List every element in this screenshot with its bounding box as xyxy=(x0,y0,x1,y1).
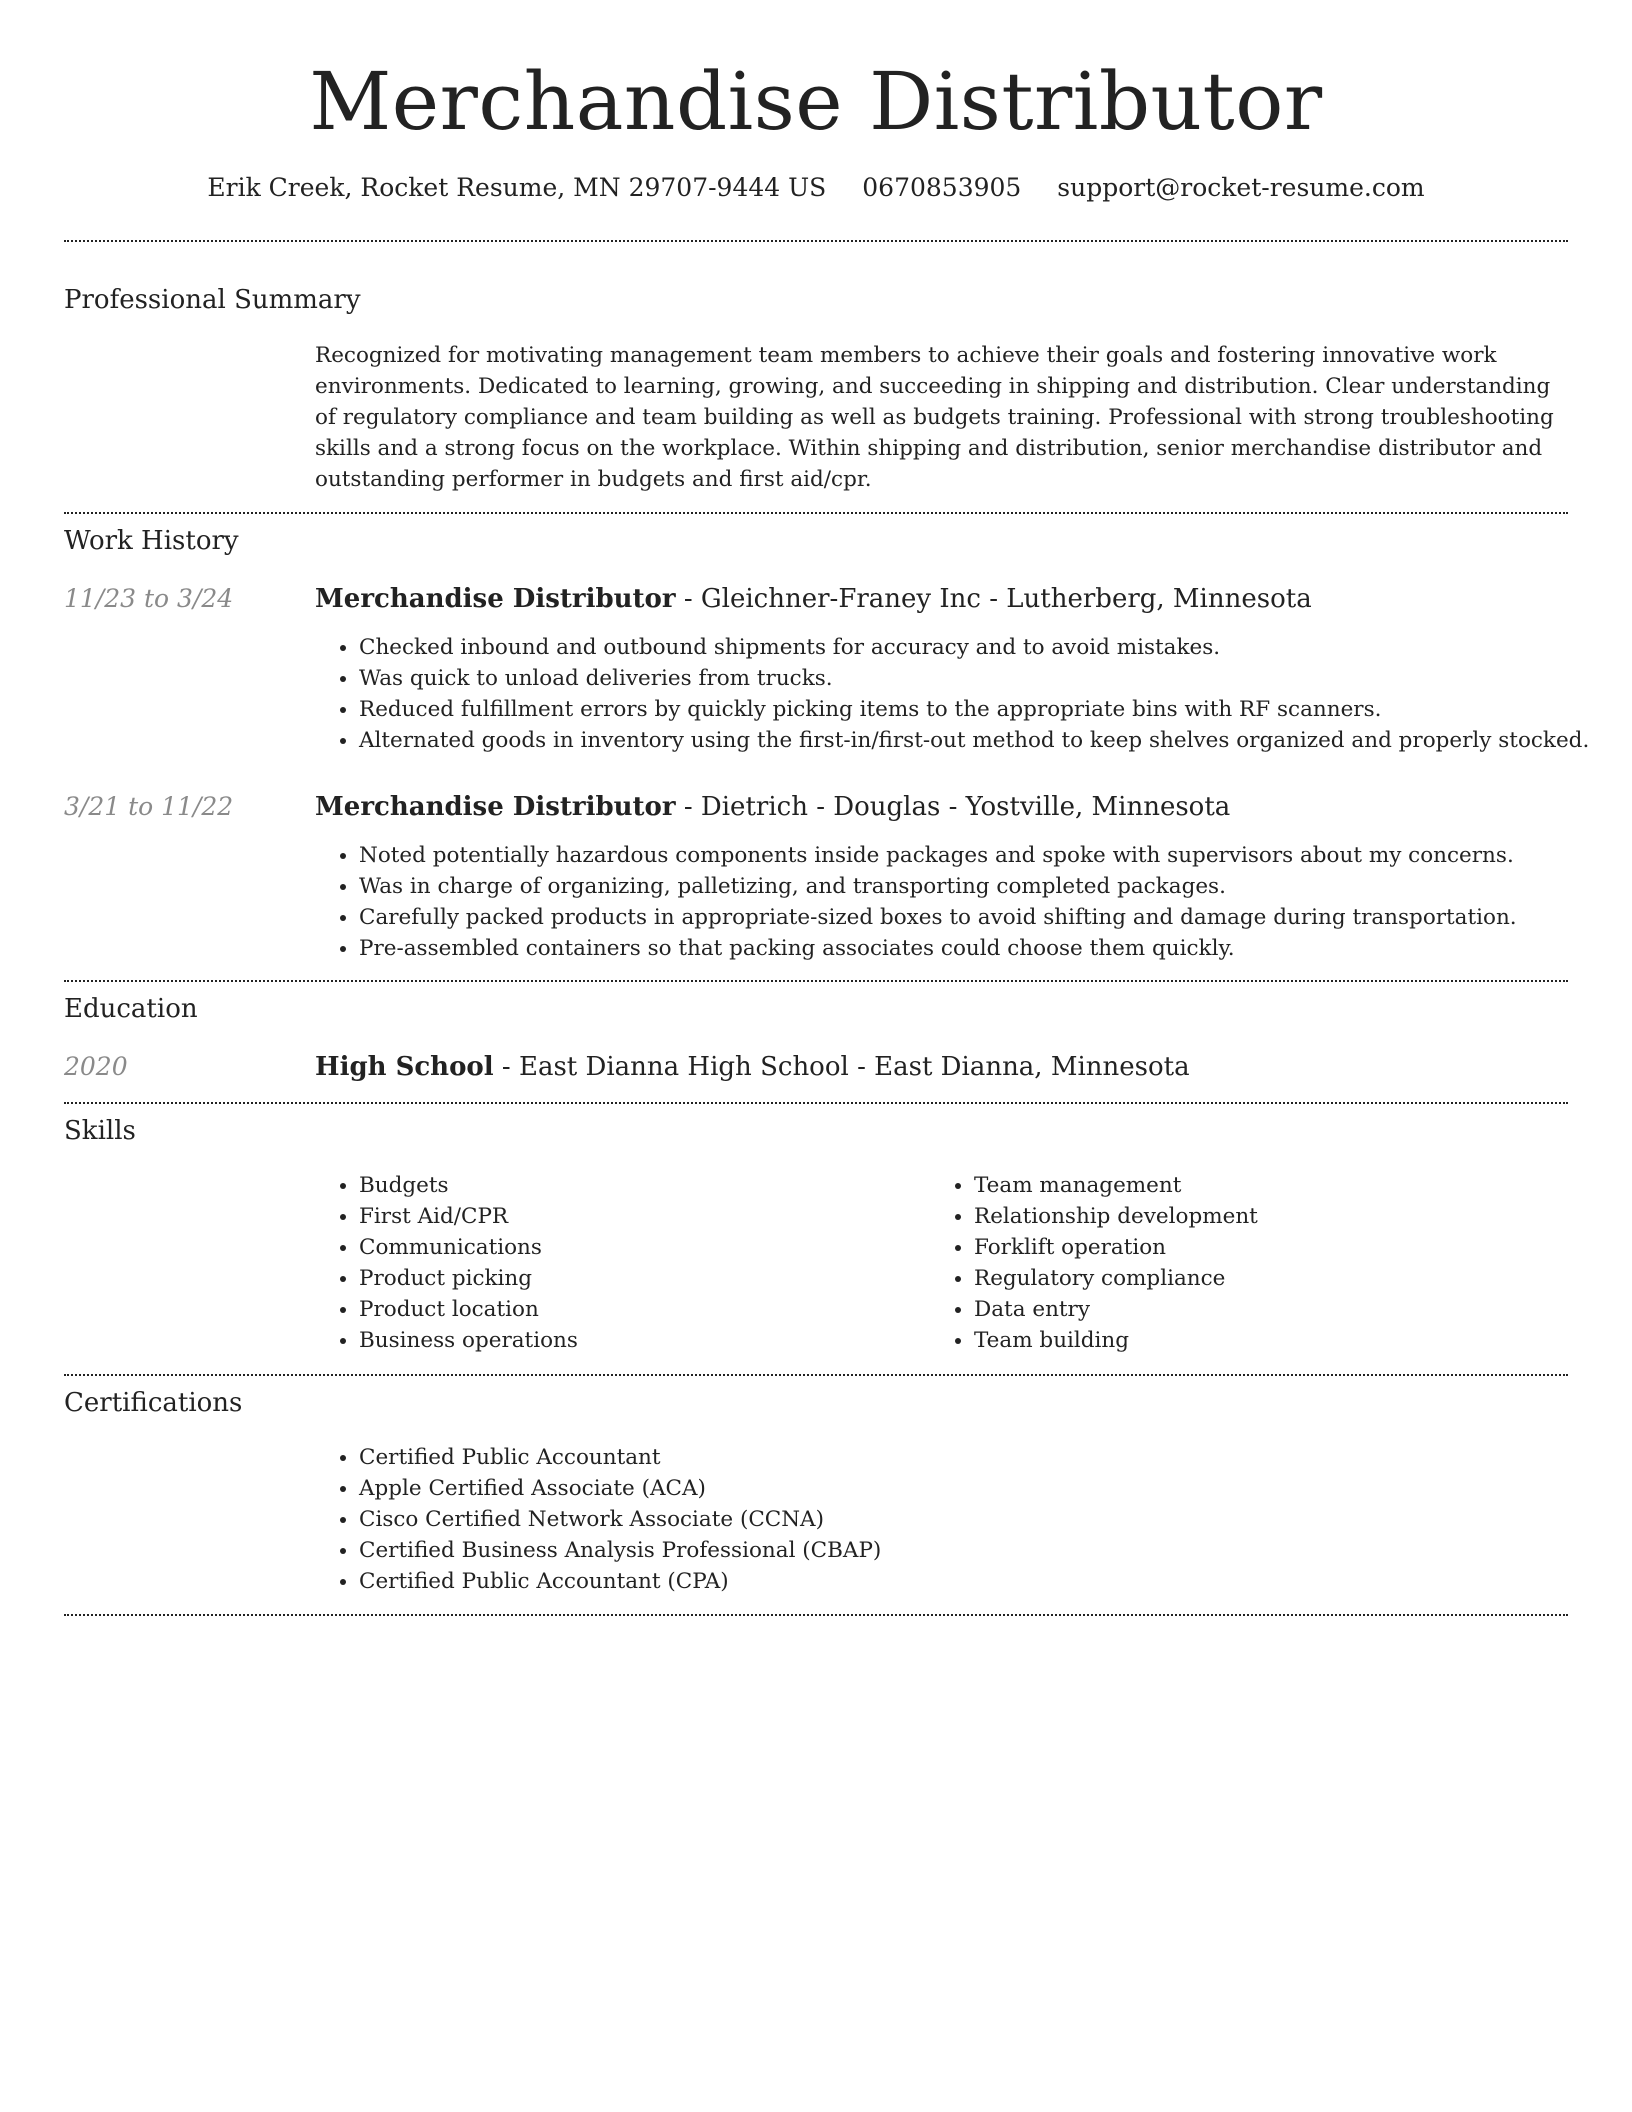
list-item: • Checked inbound and outbound shipments for accuracy and to avoid mistakes. xyxy=(359,632,1589,663)
contact-line xyxy=(64,170,1568,206)
education-title xyxy=(315,1050,1190,1084)
list-item: • Pre-assembled containers so that packing associates could choose them quickly. xyxy=(359,933,1517,964)
list-item: • Was quick to unload deliveries from trucks. xyxy=(359,663,1589,694)
contact-address: Erik Creek, Rocket Resume, MN 29707-9444 US xyxy=(207,173,827,202)
summary-section-title: Professional Summary xyxy=(64,285,361,315)
job-bullets xyxy=(315,632,1589,756)
skills-section-title: Skills xyxy=(64,1116,136,1146)
skill-item: • Relationship development xyxy=(974,1201,1258,1232)
list-item: • Reduced fulfillment errors by quickly picking items to the appropriate bins with RF scanners. xyxy=(359,694,1589,725)
certifications-section-title: Certifications xyxy=(64,1388,243,1418)
contact-email: support@rocket-resume.com xyxy=(1057,173,1425,202)
skill-item: • Data entry xyxy=(974,1294,1258,1325)
list-item: • Was in charge of organizing, palletizing, and transporting completed packages. xyxy=(359,871,1517,902)
skill-item: • Budgets xyxy=(359,1170,578,1201)
skill-item: • Communications xyxy=(359,1232,578,1263)
skills-list-left xyxy=(315,1170,578,1356)
section-divider xyxy=(64,1614,1568,1616)
job-title xyxy=(315,582,1312,616)
summary-text: Recognized for motivating management team members to achieve their goals and fostering innovative work environments. Dedicated to learning, growing, and succeeding in shipping and distribution. Clear understanding of regulatory compliance and team building as well as budgets training. Professional with strong troubleshooting skills and a strong focus on the workplace. Within shipping and distribution, senior merchandise distributor and outstanding performer in budgets and first aid/cpr. xyxy=(315,343,1554,492)
skills-list-right xyxy=(930,1170,1258,1356)
job-details: - Dietrich - Douglas - Yostville, Minnesota xyxy=(675,792,1231,822)
section-divider xyxy=(64,980,1568,982)
certification-item: • Cisco Certified Network Associate (CCNA) xyxy=(359,1504,881,1535)
job-position: Merchandise Distributor xyxy=(315,584,676,614)
work-history-section-title: Work History xyxy=(64,526,239,556)
resume-name-title: Merchandise Distributor xyxy=(309,55,1323,148)
list-item: • Carefully packed products in appropriate-sized boxes to avoid shifting and damage during transportation. xyxy=(359,902,1517,933)
section-divider xyxy=(64,1374,1568,1376)
skill-item: • Forklift operation xyxy=(974,1232,1258,1263)
job-details: - Gleichner-Franey Inc - Lutherberg, Minnesota xyxy=(675,584,1312,614)
education-details: - East Dianna High School - East Dianna, Minnesota xyxy=(493,1052,1190,1082)
section-divider xyxy=(64,512,1568,514)
certifications-list xyxy=(315,1442,881,1597)
skill-item: • Regulatory compliance xyxy=(974,1263,1258,1294)
education-degree: High School xyxy=(315,1052,494,1082)
education-year: 2020 xyxy=(64,1052,128,1081)
list-item: • Alternated goods in inventory using the first-in/first-out method to keep shelves organized and properly stocked. xyxy=(359,725,1589,756)
education-section-title: Education xyxy=(64,994,198,1024)
job-dates: 11/23 to 3/24 xyxy=(64,584,234,613)
skill-item: • Product picking xyxy=(359,1263,578,1294)
job-bullets xyxy=(315,840,1517,964)
job-dates: 3/21 to 11/22 xyxy=(64,792,234,821)
certification-item: • Certified Business Analysis Professional (CBAP) xyxy=(359,1535,881,1566)
job-title xyxy=(315,790,1230,824)
skill-item: • First Aid/CPR xyxy=(359,1201,578,1232)
certification-item: • Certified Public Accountant xyxy=(359,1442,881,1473)
list-item: • Noted potentially hazardous components inside packages and spoke with supervisors about my concerns. xyxy=(359,840,1517,871)
section-divider xyxy=(64,240,1568,242)
section-divider xyxy=(64,1102,1568,1104)
skill-item: • Team management xyxy=(974,1170,1258,1201)
skill-item: • Team building xyxy=(974,1325,1258,1356)
skill-item: • Business operations xyxy=(359,1325,578,1356)
certification-item: • Apple Certified Associate (ACA) xyxy=(359,1473,881,1504)
skill-item: • Product location xyxy=(359,1294,578,1325)
contact-phone: 0670853905 xyxy=(862,173,1022,202)
certification-item: • Certified Public Accountant (CPA) xyxy=(359,1566,881,1597)
job-position: Merchandise Distributor xyxy=(315,792,676,822)
